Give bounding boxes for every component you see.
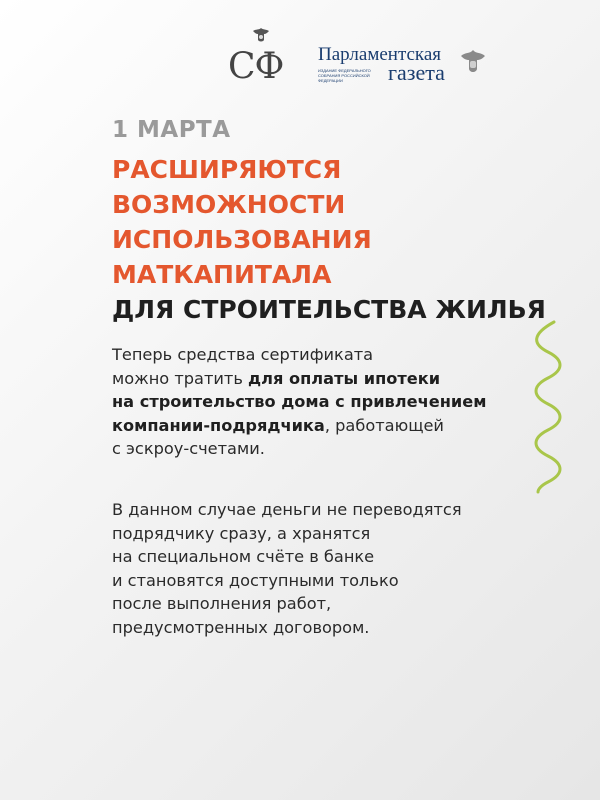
headline	[112, 152, 552, 327]
paragraph-line: компании-подрядчика, работающей	[112, 415, 444, 435]
paragraph-line: Теперь средства сертификата	[112, 345, 374, 364]
pg-logo-line2: газета	[388, 60, 445, 85]
paragraph-line: на строительство дома с привлечением	[112, 392, 487, 411]
sf-logo-text: СФ	[228, 46, 284, 87]
sf-logo	[226, 26, 298, 90]
paragraph-line: подрядчику сразу, а хранятся	[112, 523, 371, 543]
eagle-emblem-icon	[250, 26, 272, 46]
logos-header	[226, 26, 496, 90]
paragraph-line: после выполнения работ,	[112, 594, 332, 613]
paragraph-line: с эскроу-счетами.	[112, 439, 265, 458]
paragraph-1	[112, 343, 532, 461]
headline-line: МАТКАПИТАЛА	[112, 260, 332, 289]
paragraph-line: на специальном счёте в банке	[112, 547, 375, 566]
paragraph-line: и становятся доступными только	[112, 570, 399, 590]
pg-logo-subtitle: ИЗДАНИЕ ФЕДЕРАЛЬНОГО СОБРАНИЯ РОССИЙСКОЙ ФЕДЕРАЦИИ	[318, 68, 371, 83]
wavy-line-decoration	[528, 318, 568, 494]
pg-logo-line1: Парламентская	[318, 44, 442, 65]
eagle-emblem-icon	[460, 48, 486, 78]
paragraph-line: В данном случае деньги не переводятся	[112, 500, 462, 519]
paragraph-line: предусмотренных договором.	[112, 617, 370, 637]
date-label: 1 МАРТА	[112, 117, 231, 143]
headline-subline: ДЛЯ СТРОИТЕЛЬСТВА ЖИЛЬЯ	[112, 295, 546, 324]
paragraph-line: можно тратить для оплаты ипотеки	[112, 368, 441, 388]
parlamentskaya-gazeta-logo	[318, 44, 498, 92]
paragraph-2	[112, 498, 532, 639]
headline-line: ВОЗМОЖНОСТИ	[112, 190, 346, 219]
headline-line: РАСШИРЯЮТСЯ	[112, 155, 342, 184]
headline-line: ИСПОЛЬЗОВАНИЯ	[112, 225, 372, 254]
